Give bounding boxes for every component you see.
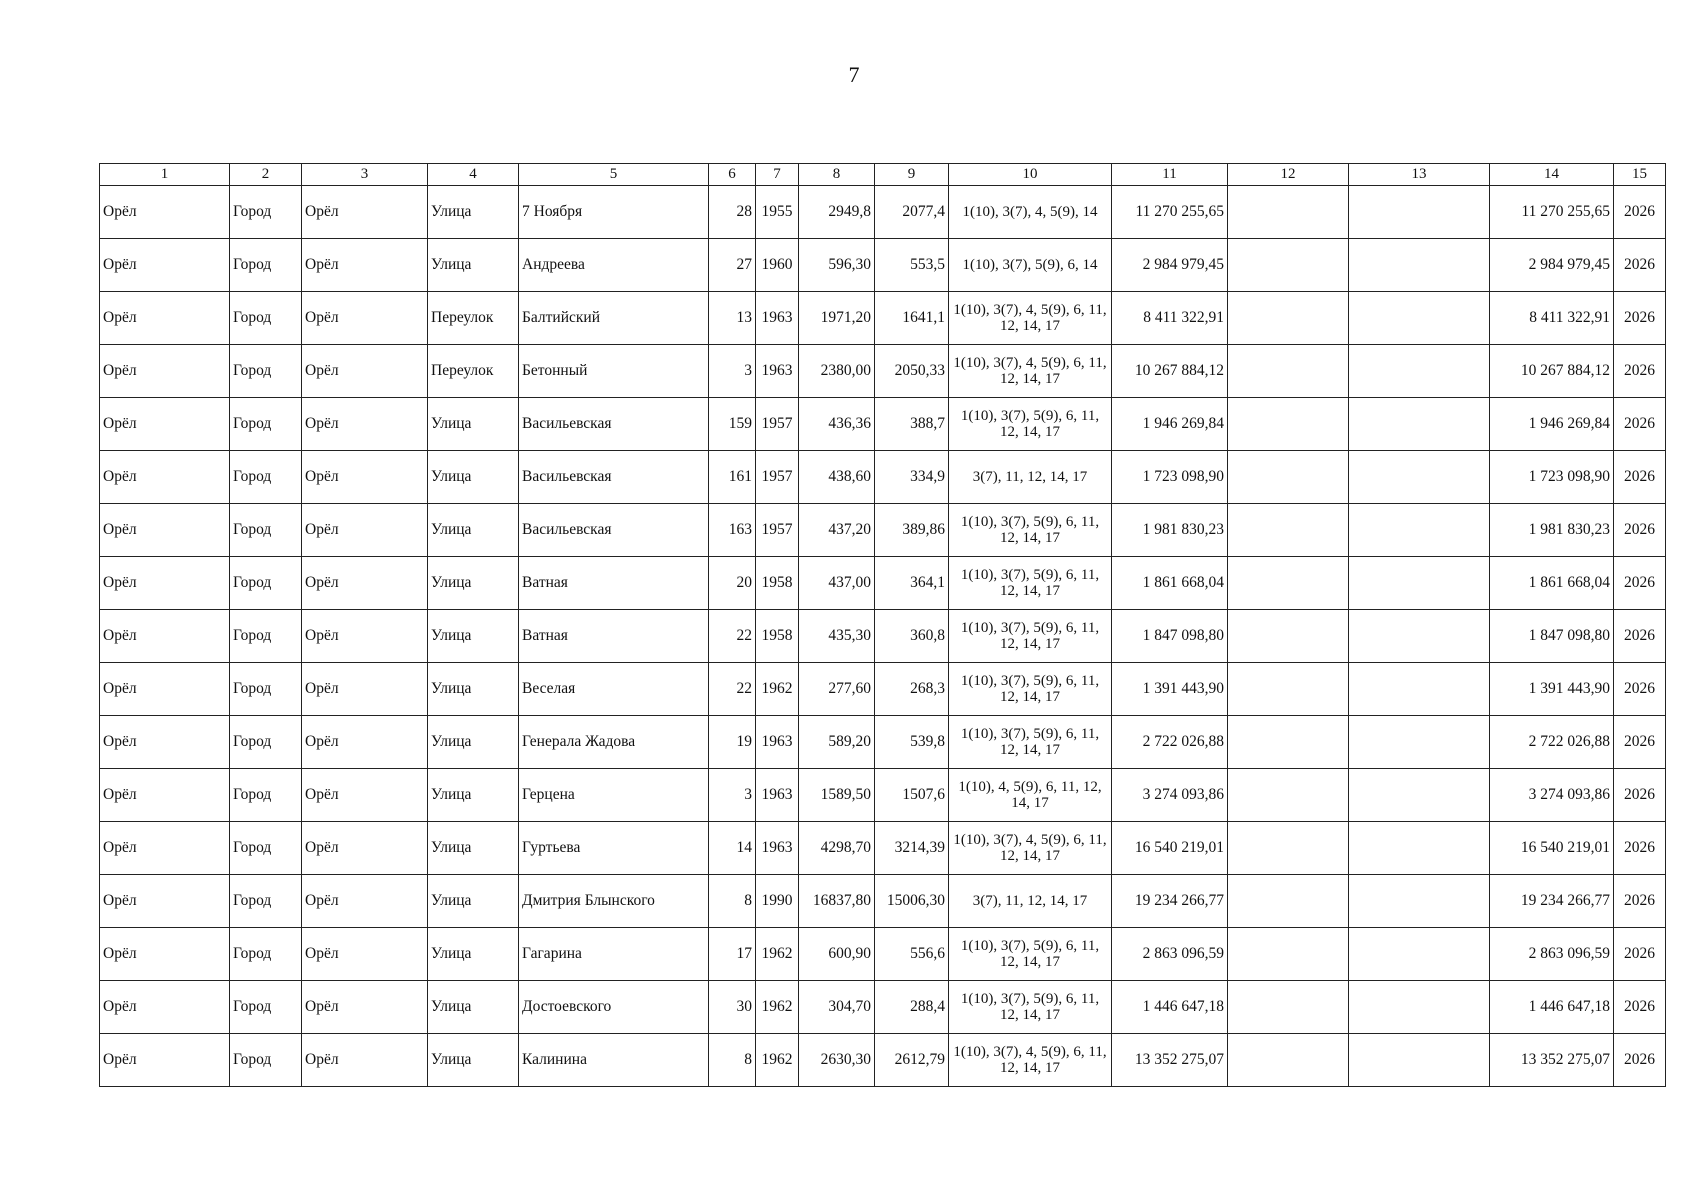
year-cell: 1958 [756,557,799,610]
planned-year-cell: 2026 [1614,663,1666,716]
house-number-cell: 159 [709,398,756,451]
living-area-cell: 556,6 [875,928,949,981]
column-13-cell [1349,928,1490,981]
locality-cell: Орёл [302,875,428,928]
column-13-cell [1349,769,1490,822]
house-number-cell: 20 [709,557,756,610]
planned-year-cell: 2026 [1614,875,1666,928]
planned-year-cell: 2026 [1614,822,1666,875]
column-12-cell [1228,875,1349,928]
city-cell: Орёл [100,451,230,504]
living-area-cell: 2077,4 [875,186,949,239]
cost-cell: 1 391 443,90 [1112,663,1228,716]
street-type-cell: Улица [428,239,519,292]
settlement-type-cell: Город [230,1034,302,1087]
planned-year-cell: 2026 [1614,928,1666,981]
column-header-8: 8 [799,164,875,186]
registry-table [99,163,1666,1087]
street-name-cell: Балтийский [519,292,709,345]
planned-year-cell: 2026 [1614,504,1666,557]
total-area-cell: 1589,50 [799,769,875,822]
works-list-cell: 1(10), 4, 5(9), 6, 11, 12, 14, 17 [949,769,1112,822]
cost-cell: 10 267 884,12 [1112,345,1228,398]
column-13-cell [1349,1034,1490,1087]
year-cell: 1955 [756,186,799,239]
street-type-cell: Улица [428,186,519,239]
cost-cell: 13 352 275,07 [1112,1034,1228,1087]
living-area-cell: 268,3 [875,663,949,716]
settlement-type-cell: Город [230,981,302,1034]
column-header-2: 2 [230,164,302,186]
locality-cell: Орёл [302,186,428,239]
table-row [100,186,1666,239]
street-name-cell: Веселая [519,663,709,716]
city-cell: Орёл [100,875,230,928]
total-area-cell: 304,70 [799,981,875,1034]
total-area-cell: 435,30 [799,610,875,663]
total-cost-cell: 1 861 668,04 [1490,557,1614,610]
total-cost-cell: 10 267 884,12 [1490,345,1614,398]
total-cost-cell: 1 946 269,84 [1490,398,1614,451]
total-area-cell: 1971,20 [799,292,875,345]
total-area-cell: 436,36 [799,398,875,451]
table-row [100,557,1666,610]
street-type-cell: Улица [428,610,519,663]
cost-cell: 1 446 647,18 [1112,981,1228,1034]
settlement-type-cell: Город [230,239,302,292]
column-13-cell [1349,292,1490,345]
planned-year-cell: 2026 [1614,239,1666,292]
locality-cell: Орёл [302,398,428,451]
column-header-7: 7 [756,164,799,186]
street-type-cell: Улица [428,1034,519,1087]
total-area-cell: 437,20 [799,504,875,557]
column-13-cell [1349,716,1490,769]
locality-cell: Орёл [302,504,428,557]
works-list-cell: 1(10), 3(7), 4, 5(9), 6, 11, 12, 14, 17 [949,822,1112,875]
column-12-cell [1228,398,1349,451]
locality-cell: Орёл [302,981,428,1034]
living-area-cell: 1641,1 [875,292,949,345]
column-13-cell [1349,345,1490,398]
living-area-cell: 1507,6 [875,769,949,822]
column-12-cell [1228,716,1349,769]
cost-cell: 2 722 026,88 [1112,716,1228,769]
locality-cell: Орёл [302,716,428,769]
column-12-cell [1228,610,1349,663]
street-name-cell: Бетонный [519,345,709,398]
works-list-cell: 1(10), 3(7), 5(9), 6, 11, 12, 14, 17 [949,716,1112,769]
total-cost-cell: 11 270 255,65 [1490,186,1614,239]
column-header-10: 10 [949,164,1112,186]
street-type-cell: Улица [428,716,519,769]
settlement-type-cell: Город [230,186,302,239]
year-cell: 1990 [756,875,799,928]
year-cell: 1957 [756,398,799,451]
street-name-cell: Андреева [519,239,709,292]
table-row [100,451,1666,504]
total-area-cell: 16837,80 [799,875,875,928]
living-area-cell: 388,7 [875,398,949,451]
settlement-type-cell: Город [230,292,302,345]
cost-cell: 1 847 098,80 [1112,610,1228,663]
table-row [100,769,1666,822]
street-name-cell: Генерала Жадова [519,716,709,769]
settlement-type-cell: Город [230,928,302,981]
total-area-cell: 2380,00 [799,345,875,398]
column-13-cell [1349,186,1490,239]
total-area-cell: 2630,30 [799,1034,875,1087]
year-cell: 1962 [756,1034,799,1087]
year-cell: 1963 [756,716,799,769]
column-header-5: 5 [519,164,709,186]
table-row [100,345,1666,398]
total-cost-cell: 2 863 096,59 [1490,928,1614,981]
living-area-cell: 539,8 [875,716,949,769]
column-13-cell [1349,451,1490,504]
total-cost-cell: 2 984 979,45 [1490,239,1614,292]
house-number-cell: 3 [709,345,756,398]
locality-cell: Орёл [302,822,428,875]
street-type-cell: Переулок [428,292,519,345]
locality-cell: Орёл [302,610,428,663]
living-area-cell: 3214,39 [875,822,949,875]
table-row [100,398,1666,451]
column-header-11: 11 [1112,164,1228,186]
locality-cell: Орёл [302,292,428,345]
cost-cell: 2 863 096,59 [1112,928,1228,981]
locality-cell: Орёл [302,1034,428,1087]
column-header-14: 14 [1490,164,1614,186]
living-area-cell: 288,4 [875,981,949,1034]
house-number-cell: 19 [709,716,756,769]
table-row [100,292,1666,345]
works-list-cell: 1(10), 3(7), 5(9), 6, 11, 12, 14, 17 [949,610,1112,663]
works-list-cell: 1(10), 3(7), 5(9), 6, 11, 12, 14, 17 [949,398,1112,451]
settlement-type-cell: Город [230,875,302,928]
cost-cell: 19 234 266,77 [1112,875,1228,928]
city-cell: Орёл [100,928,230,981]
column-header-3: 3 [302,164,428,186]
locality-cell: Орёл [302,239,428,292]
year-cell: 1960 [756,239,799,292]
total-cost-cell: 1 391 443,90 [1490,663,1614,716]
total-area-cell: 438,60 [799,451,875,504]
total-cost-cell: 8 411 322,91 [1490,292,1614,345]
living-area-cell: 2050,33 [875,345,949,398]
column-header-9: 9 [875,164,949,186]
house-number-cell: 14 [709,822,756,875]
page-number: 7 [848,62,860,87]
year-cell: 1962 [756,928,799,981]
house-number-cell: 22 [709,663,756,716]
living-area-cell: 389,86 [875,504,949,557]
street-name-cell: Достоевского [519,981,709,1034]
street-type-cell: Улица [428,981,519,1034]
column-12-cell [1228,345,1349,398]
column-12-cell [1228,663,1349,716]
table-body [100,186,1666,1087]
street-name-cell: Ватная [519,610,709,663]
year-cell: 1963 [756,292,799,345]
house-number-cell: 13 [709,292,756,345]
city-cell: Орёл [100,504,230,557]
total-area-cell: 2949,8 [799,186,875,239]
planned-year-cell: 2026 [1614,451,1666,504]
living-area-cell: 364,1 [875,557,949,610]
street-name-cell: Гуртьева [519,822,709,875]
settlement-type-cell: Город [230,504,302,557]
header-row [100,164,1666,186]
column-12-cell [1228,1034,1349,1087]
settlement-type-cell: Город [230,398,302,451]
column-header-6: 6 [709,164,756,186]
locality-cell: Орёл [302,451,428,504]
year-cell: 1958 [756,610,799,663]
city-cell: Орёл [100,398,230,451]
street-name-cell: Васильевская [519,504,709,557]
settlement-type-cell: Город [230,663,302,716]
city-cell: Орёл [100,186,230,239]
planned-year-cell: 2026 [1614,981,1666,1034]
column-13-cell [1349,822,1490,875]
column-13-cell [1349,504,1490,557]
total-area-cell: 600,90 [799,928,875,981]
works-list-cell: 1(10), 3(7), 5(9), 6, 11, 12, 14, 17 [949,557,1112,610]
street-type-cell: Переулок [428,345,519,398]
cost-cell: 16 540 219,01 [1112,822,1228,875]
total-cost-cell: 16 540 219,01 [1490,822,1614,875]
city-cell: Орёл [100,239,230,292]
street-name-cell: Васильевская [519,451,709,504]
street-type-cell: Улица [428,451,519,504]
street-name-cell: Васильевская [519,398,709,451]
column-header-12: 12 [1228,164,1349,186]
cost-cell: 8 411 322,91 [1112,292,1228,345]
cost-cell: 2 984 979,45 [1112,239,1228,292]
works-list-cell: 1(10), 3(7), 5(9), 6, 11, 12, 14, 17 [949,663,1112,716]
total-area-cell: 277,60 [799,663,875,716]
city-cell: Орёл [100,663,230,716]
column-12-cell [1228,928,1349,981]
house-number-cell: 27 [709,239,756,292]
street-name-cell: Дмитрия Блынского [519,875,709,928]
house-number-cell: 3 [709,769,756,822]
settlement-type-cell: Город [230,769,302,822]
table-row [100,504,1666,557]
total-cost-cell: 1 847 098,80 [1490,610,1614,663]
column-header-1: 1 [100,164,230,186]
city-cell: Орёл [100,345,230,398]
total-cost-cell: 3 274 093,86 [1490,769,1614,822]
planned-year-cell: 2026 [1614,769,1666,822]
street-type-cell: Улица [428,557,519,610]
city-cell: Орёл [100,610,230,663]
table-row [100,663,1666,716]
house-number-cell: 163 [709,504,756,557]
column-12-cell [1228,292,1349,345]
living-area-cell: 360,8 [875,610,949,663]
total-cost-cell: 1 446 647,18 [1490,981,1614,1034]
planned-year-cell: 2026 [1614,186,1666,239]
total-area-cell: 596,30 [799,239,875,292]
planned-year-cell: 2026 [1614,557,1666,610]
house-number-cell: 8 [709,875,756,928]
city-cell: Орёл [100,1034,230,1087]
city-cell: Орёл [100,557,230,610]
settlement-type-cell: Город [230,822,302,875]
column-12-cell [1228,186,1349,239]
settlement-type-cell: Город [230,610,302,663]
city-cell: Орёл [100,822,230,875]
column-12-cell [1228,239,1349,292]
street-name-cell: 7 Ноября [519,186,709,239]
total-cost-cell: 13 352 275,07 [1490,1034,1614,1087]
cost-cell: 1 946 269,84 [1112,398,1228,451]
column-13-cell [1349,875,1490,928]
planned-year-cell: 2026 [1614,610,1666,663]
house-number-cell: 17 [709,928,756,981]
street-name-cell: Гагарина [519,928,709,981]
street-name-cell: Ватная [519,557,709,610]
year-cell: 1962 [756,981,799,1034]
column-header-4: 4 [428,164,519,186]
table-row [100,716,1666,769]
column-12-cell [1228,981,1349,1034]
year-cell: 1962 [756,663,799,716]
total-area-cell: 589,20 [799,716,875,769]
total-cost-cell: 19 234 266,77 [1490,875,1614,928]
table-row [100,1034,1666,1087]
column-13-cell [1349,557,1490,610]
total-cost-cell: 1 981 830,23 [1490,504,1614,557]
living-area-cell: 2612,79 [875,1034,949,1087]
house-number-cell: 28 [709,186,756,239]
city-cell: Орёл [100,981,230,1034]
total-cost-cell: 2 722 026,88 [1490,716,1614,769]
table-row [100,239,1666,292]
settlement-type-cell: Город [230,345,302,398]
planned-year-cell: 2026 [1614,292,1666,345]
settlement-type-cell: Город [230,716,302,769]
street-type-cell: Улица [428,928,519,981]
locality-cell: Орёл [302,345,428,398]
year-cell: 1963 [756,345,799,398]
works-list-cell: 1(10), 3(7), 4, 5(9), 6, 11, 12, 14, 17 [949,345,1112,398]
street-type-cell: Улица [428,398,519,451]
column-header-13: 13 [1349,164,1490,186]
year-cell: 1963 [756,822,799,875]
street-name-cell: Калинина [519,1034,709,1087]
house-number-cell: 22 [709,610,756,663]
column-12-cell [1228,451,1349,504]
works-list-cell: 1(10), 3(7), 5(9), 6, 11, 12, 14, 17 [949,981,1112,1034]
locality-cell: Орёл [302,663,428,716]
works-list-cell: 1(10), 3(7), 5(9), 6, 11, 12, 14, 17 [949,504,1112,557]
locality-cell: Орёл [302,928,428,981]
table-row [100,822,1666,875]
column-header-15: 15 [1614,164,1666,186]
street-name-cell: Герцена [519,769,709,822]
column-12-cell [1228,822,1349,875]
settlement-type-cell: Город [230,557,302,610]
cost-cell: 3 274 093,86 [1112,769,1228,822]
table-row [100,928,1666,981]
column-13-cell [1349,663,1490,716]
year-cell: 1963 [756,769,799,822]
column-13-cell [1349,981,1490,1034]
living-area-cell: 553,5 [875,239,949,292]
cost-cell: 1 723 098,90 [1112,451,1228,504]
cost-cell: 1 861 668,04 [1112,557,1228,610]
works-list-cell: 1(10), 3(7), 5(9), 6, 11, 12, 14, 17 [949,928,1112,981]
table-row [100,610,1666,663]
city-cell: Орёл [100,716,230,769]
total-cost-cell: 1 723 098,90 [1490,451,1614,504]
cost-cell: 11 270 255,65 [1112,186,1228,239]
city-cell: Орёл [100,292,230,345]
column-13-cell [1349,398,1490,451]
year-cell: 1957 [756,451,799,504]
works-list-cell: 3(7), 11, 12, 14, 17 [949,875,1112,928]
total-area-cell: 437,00 [799,557,875,610]
total-area-cell: 4298,70 [799,822,875,875]
column-13-cell [1349,610,1490,663]
planned-year-cell: 2026 [1614,398,1666,451]
table-row [100,981,1666,1034]
column-12-cell [1228,769,1349,822]
works-list-cell: 1(10), 3(7), 5(9), 6, 14 [949,239,1112,292]
year-cell: 1957 [756,504,799,557]
column-13-cell [1349,239,1490,292]
planned-year-cell: 2026 [1614,716,1666,769]
column-12-cell [1228,504,1349,557]
living-area-cell: 15006,30 [875,875,949,928]
cost-cell: 1 981 830,23 [1112,504,1228,557]
street-type-cell: Улица [428,504,519,557]
works-list-cell: 1(10), 3(7), 4, 5(9), 6, 11, 12, 14, 17 [949,292,1112,345]
settlement-type-cell: Город [230,451,302,504]
locality-cell: Орёл [302,557,428,610]
planned-year-cell: 2026 [1614,1034,1666,1087]
house-number-cell: 161 [709,451,756,504]
table-row [100,875,1666,928]
planned-year-cell: 2026 [1614,345,1666,398]
street-type-cell: Улица [428,769,519,822]
street-type-cell: Улица [428,822,519,875]
locality-cell: Орёл [302,769,428,822]
works-list-cell: 1(10), 3(7), 4, 5(9), 14 [949,186,1112,239]
house-number-cell: 30 [709,981,756,1034]
street-type-cell: Улица [428,663,519,716]
works-list-cell: 1(10), 3(7), 4, 5(9), 6, 11, 12, 14, 17 [949,1034,1112,1087]
works-list-cell: 3(7), 11, 12, 14, 17 [949,451,1112,504]
city-cell: Орёл [100,769,230,822]
street-type-cell: Улица [428,875,519,928]
house-number-cell: 8 [709,1034,756,1087]
column-12-cell [1228,557,1349,610]
living-area-cell: 334,9 [875,451,949,504]
